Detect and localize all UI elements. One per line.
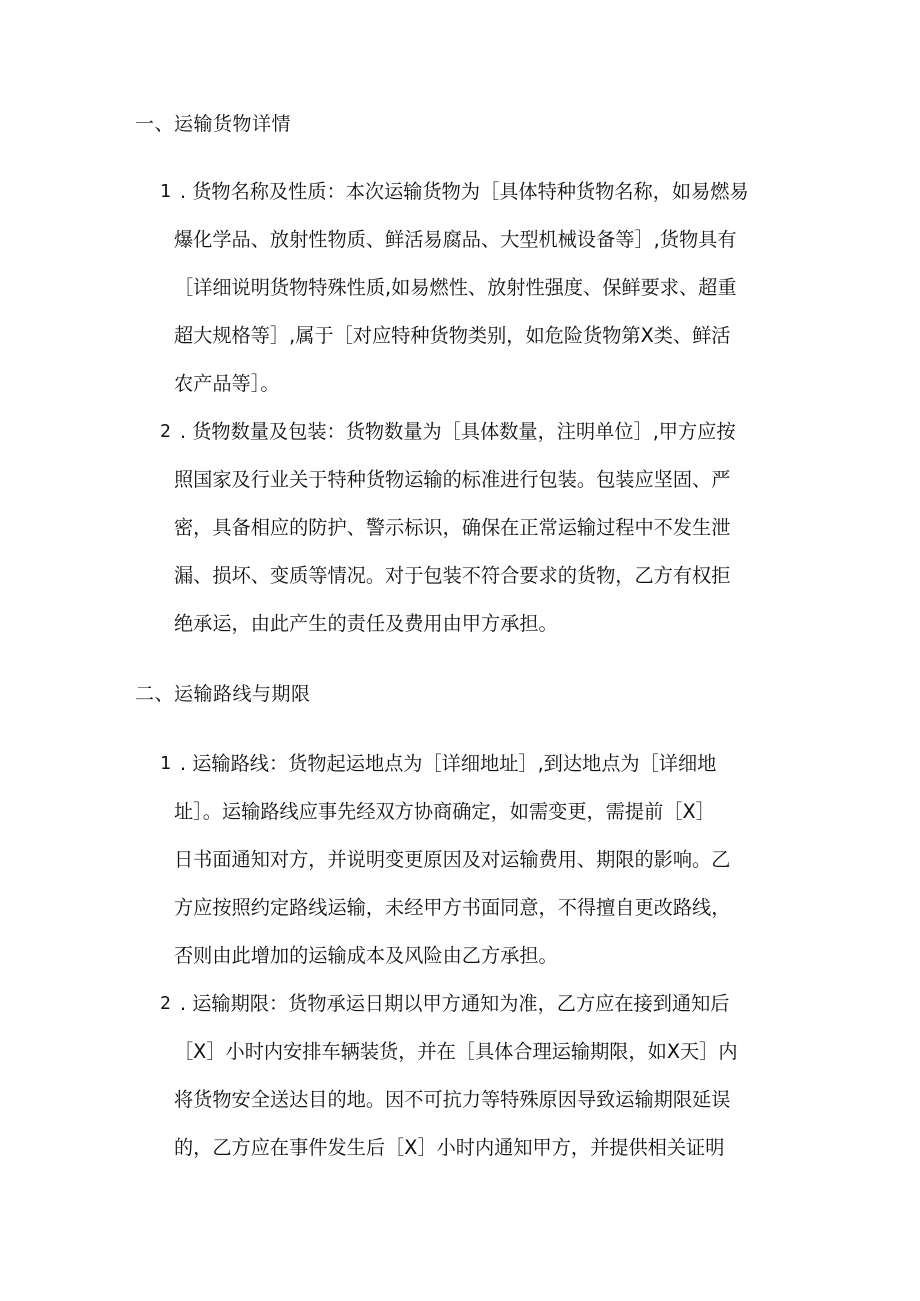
item-line: . 运输路线：货物起运地点为［详细地址］,到达地点为［详细地 <box>180 752 717 775</box>
item-line: 农产品等］。 <box>174 372 280 395</box>
item-line: 址］。运输路线应事先经双方协商确定，如需变更，需提前［X］ <box>174 800 715 823</box>
item-line: 否则由此增加的运输成本及风险由乙方承担。 <box>174 944 558 967</box>
item-line: 漏、损坏、变质等情况。对于包装不符合要求的货物，乙方有权拒 <box>174 564 731 587</box>
section-2-item-1 <box>160 740 790 980</box>
section-1-item-1 <box>160 168 790 408</box>
item-line: . 运输期限：货物承运日期以甲方通知为准，乙方应在接到通知后 <box>180 992 730 1015</box>
item-number: 1 <box>160 181 171 202</box>
section-heading-2: 二、运输路线与期限 <box>135 683 311 705</box>
item-line: . 货物名称及性质：本次运输货物为［具体特种货物名称，如易燃易 <box>180 180 749 203</box>
item-number: 2 <box>160 421 171 442</box>
item-line: 方应按照约定路线运输，未经甲方书面同意，不得擅自更改路线， <box>174 896 731 919</box>
item-line: 超大规格等］,属于［对应特种货物类别，如危险货物第X类、鲜活 <box>174 324 731 347</box>
section-2-item-2 <box>160 980 790 1172</box>
item-line: 密，具备相应的防护、警示标识，确保在正常运输过程中不发生泄 <box>174 516 731 539</box>
item-line: ［X］小时内安排车辆装货，并在［具体合理运输期限，如X天］内 <box>174 1040 738 1063</box>
item-line: 爆化学品、放射性物质、鲜活易腐品、大型机械设备等］,货物具有 <box>174 228 737 251</box>
item-number: 1 <box>160 753 171 774</box>
item-line: 将货物安全送达目的地。因不可抗力等特殊原因导致运输期限延误 <box>174 1088 731 1111</box>
item-line: 日书面通知对方，并说明变更原因及对运输费用、期限的影响。乙 <box>174 848 731 871</box>
item-line: 照国家及行业关于特种货物运输的标准进行包装。包装应坚固、严 <box>174 468 731 491</box>
item-line: 绝承运，由此产生的责任及费用由甲方承担。 <box>174 612 558 635</box>
section-heading-1: 一、运输货物详情 <box>135 113 292 135</box>
section-1-item-2 <box>160 408 790 648</box>
item-line: 的，乙方应在事件发生后［X］小时内通知甲方，并提供相关证明 <box>174 1136 725 1159</box>
item-line: . 货物数量及包装：货物数量为［具体数量，注明单位］,甲方应按 <box>180 420 736 443</box>
item-number: 2 <box>160 993 171 1014</box>
item-line: ［详细说明货物特殊性质,如易燃性、放射性强度、保鲜要求、超重 <box>174 276 737 299</box>
